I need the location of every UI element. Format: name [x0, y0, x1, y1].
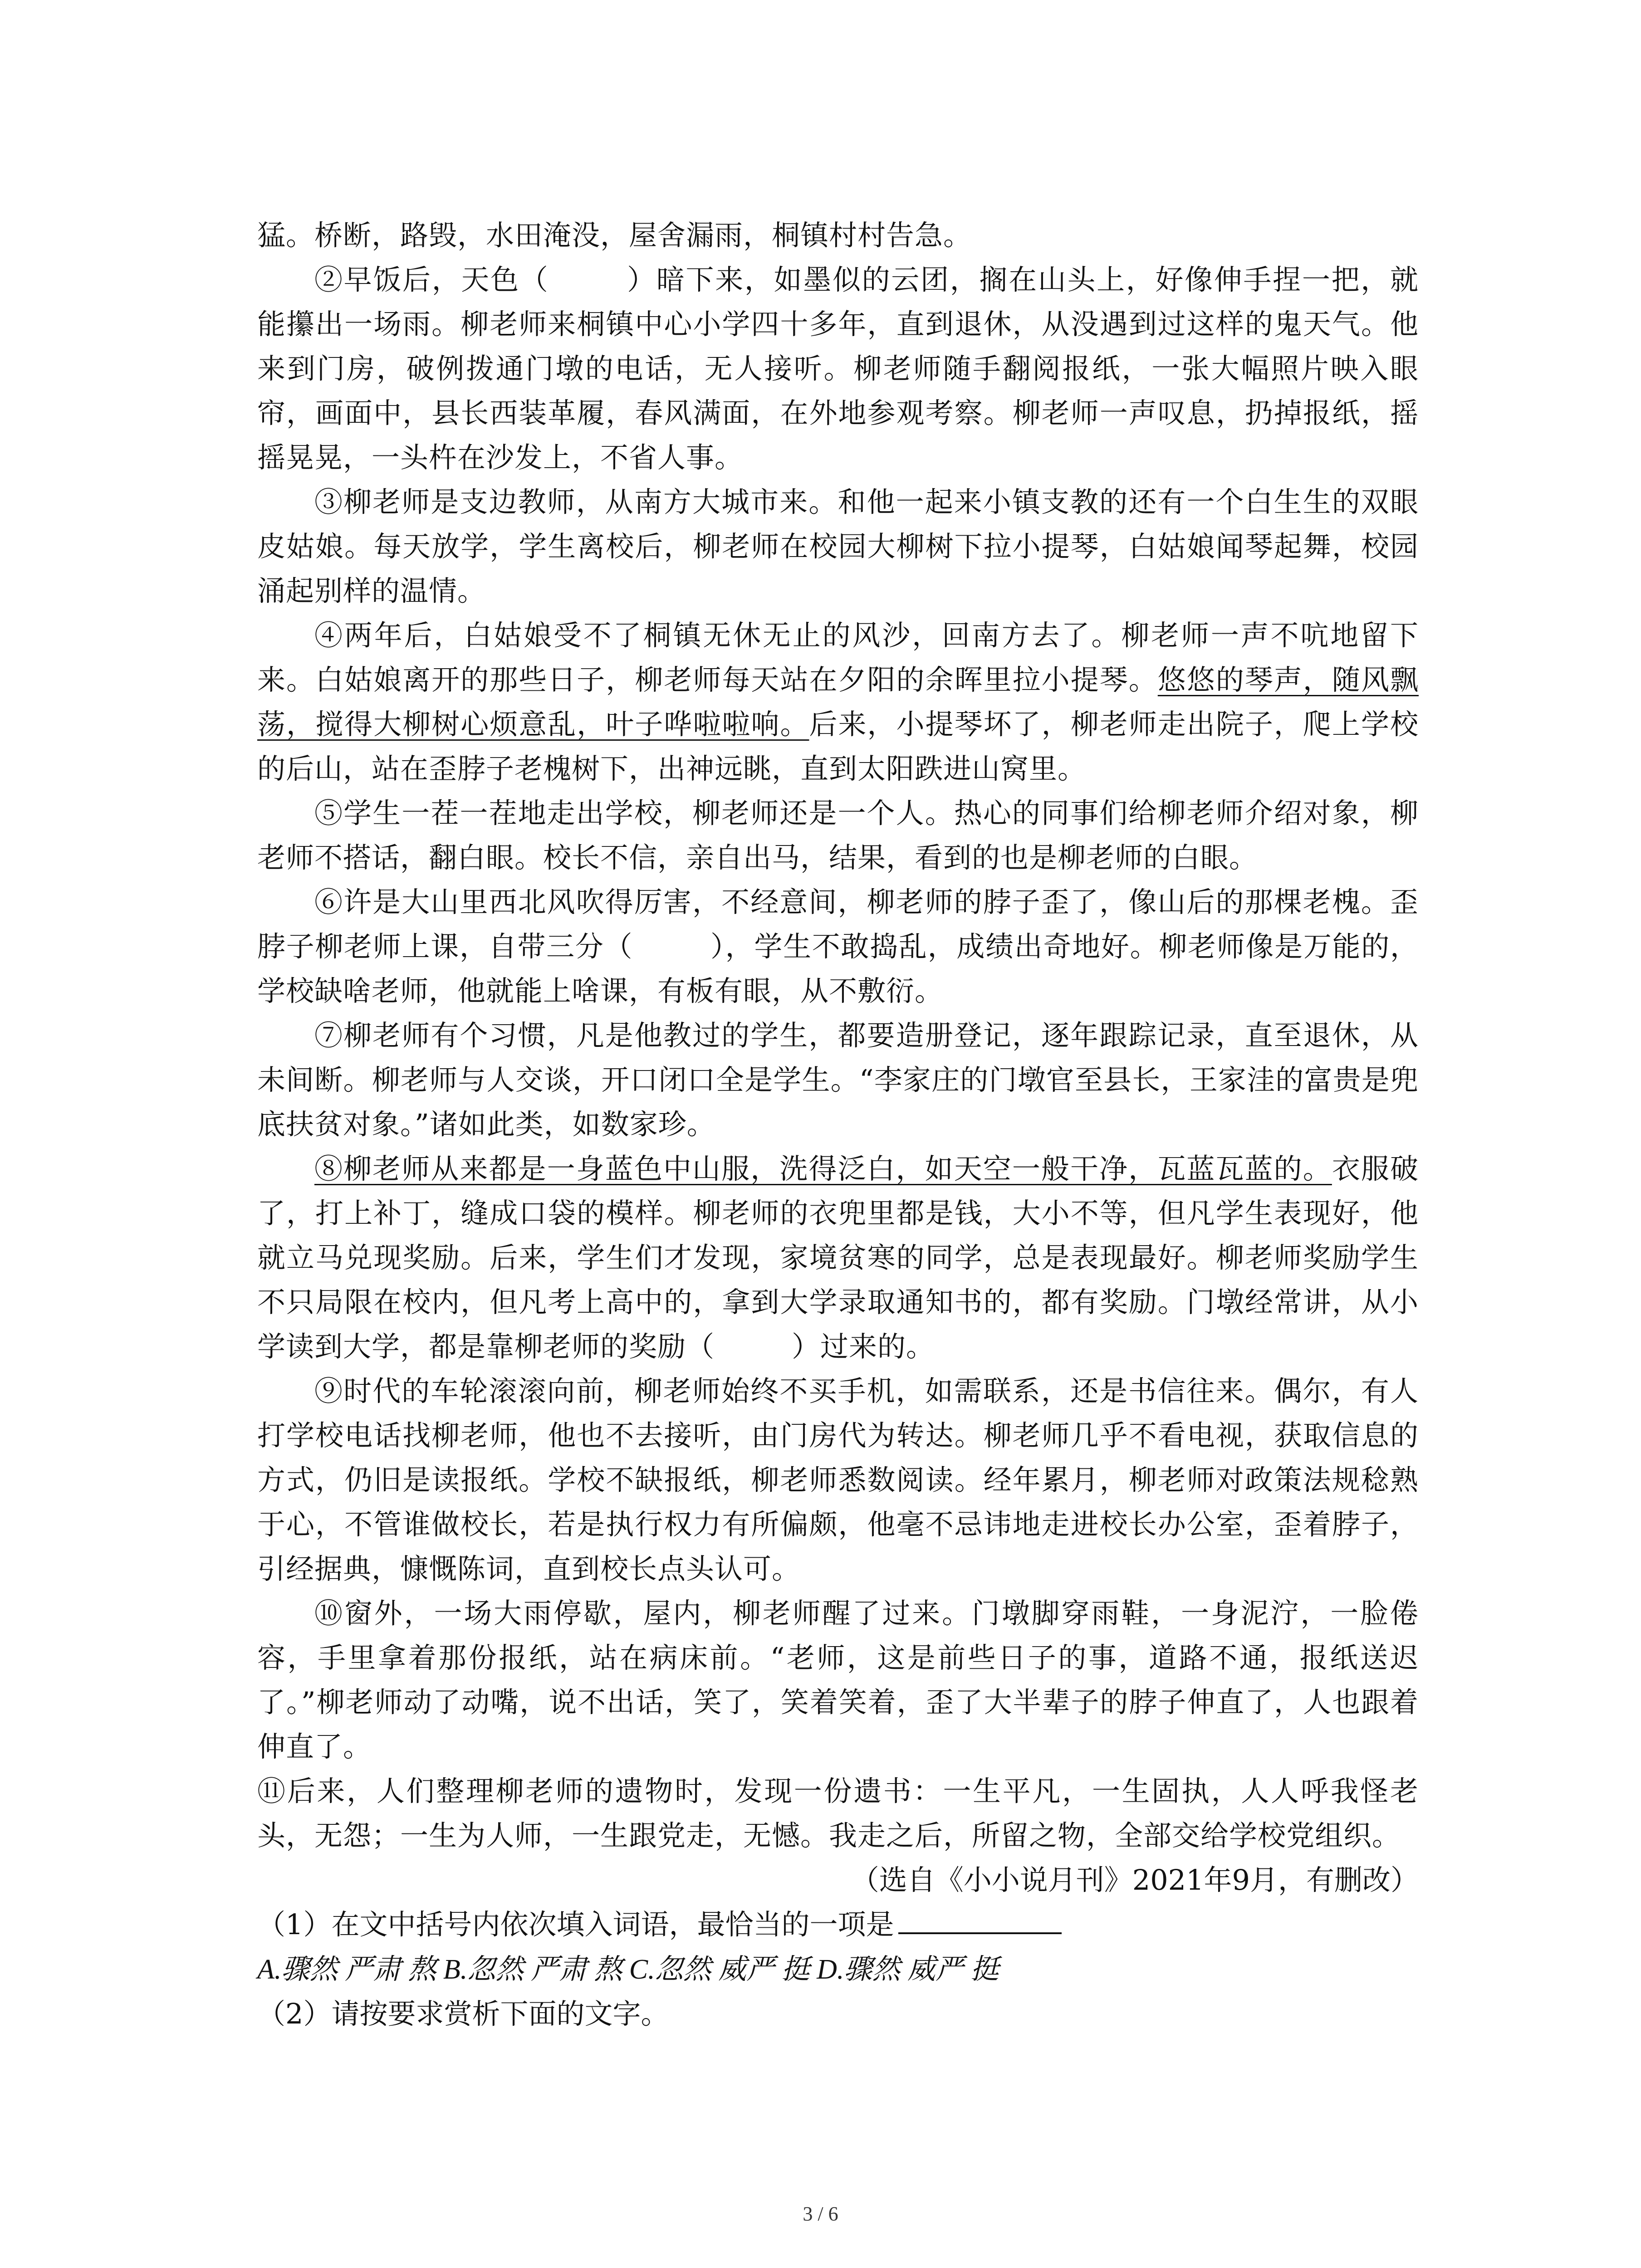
question-1 — [257, 1902, 1419, 1947]
paragraph-6-text-a: ⑥许是大山里西北风吹得厉害，不经意间，柳老师的脖子歪了，像山后的那棵老槐。歪脖子柳老师上课，自带三分（ — [257, 885, 1419, 963]
paragraph-4-text-a: ④两年后，白姑娘受不了桐镇无休无止的风沙，回南方去了。柳老师一声不吭地留下来。白姑娘离开的那些日子，柳老师每天站在夕阳的余晖里拉小提琴。 — [257, 619, 1419, 696]
underlined-sentence-2: ⑧柳老师从来都是一身蓝色中山服，洗得泛白，如天空一般干净，瓦蓝瓦蓝的。 — [314, 1152, 1332, 1185]
paragraph-8-text-a: 衣服破了，打上补丁，缝成口袋的模样。柳老师的衣兜里都是钱，大小不等，但凡学生表现好，他就立马兑现奖励。后来，学生们才发现，家境贫寒的同学，总是表现最好。柳老师奖励学生不只局限在校内，但凡考上高中的，拿到大学录取通知书的，都有奖励。门墩经常讲，从小学读到大学，都是靠柳老师的奖励（ — [257, 1152, 1419, 1363]
document-body — [257, 213, 1419, 2036]
paragraph-4 — [257, 613, 1419, 791]
paragraph-3: ③柳老师是支边教师，从南方大城市来。和他一起来小镇支教的还有一个白生生的双眼皮姑娘。每天放学，学生离校后，柳老师在校园大柳树下拉小提琴，白姑娘闻琴起舞，校园涌起别样的温情。 — [257, 485, 1419, 607]
paragraph-6 — [257, 880, 1419, 1013]
source-citation: （选自《小小说月刊》2021年9月，有删改） — [851, 1863, 1419, 1897]
paragraph-7: ⑦柳老师有个习惯，凡是他教过的学生，都要造册登记，逐年跟踪记录，直至退休，从未间断。柳老师与人交谈，开口闭口全是学生。“李家庄的门墩官至县长，王家洼的富贵是兜底扶贫对象。”诸如此类，如数家珍。 — [257, 1019, 1419, 1141]
answer-blank[interactable] — [898, 1905, 1062, 1934]
paragraph-5: ⑤学生一茬一茬地走出学校，柳老师还是一个人。热心的同事们给柳老师介绍对象，柳老师不搭话，翻白眼。校长不信，亲自出马，结果，看到的也是柳老师的白眼。 — [257, 797, 1419, 874]
page-number: 3 / 6 — [803, 2203, 838, 2225]
underlined-sentence-1: 悠悠的琴声，随风飘荡，搅得大柳树心烦意乱，叶子哗啦啦响。 — [257, 663, 1419, 741]
question-2: （2）请按要求赏析下面的文字。 — [257, 1997, 669, 2030]
paragraph-10: ⑩窗外，一场大雨停歇，屋内，柳老师醒了过来。门墩脚穿雨鞋，一身泥泞，一脸倦容，手里拿着那份报纸，站在病床前。“老师，这是前些日子的事，道路不通，报纸送迟了。”柳老师动了动嘴，说不出话，笑了，笑着笑着，歪了大半辈子的脖子伸直了，人也跟着伸直了。 — [257, 1597, 1419, 1763]
paragraph-8-text-b: ）过来的。 — [792, 1330, 935, 1363]
question-1-text: （1）在文中括号内依次填入词语，最恰当的一项是 — [257, 1908, 894, 1941]
paragraph-9: ⑨时代的车轮滚滚向前，柳老师始终不买手机，如需联系，还是书信往来。偶尔，有人打学校电话找柳老师，他也不去接听，由门房代为转达。柳老师几乎不看电视，获取信息的方式，仍旧是读报纸。学校不缺报纸，柳老师悉数阅读。经年累月，柳老师对政策法规稔熟于心，不管谁做校长，若是执行权力有所偏颇，他毫不忌讳地走进校长办公室，歪着脖子，引经据典，慷慨陈词，直到校长点头认可。 — [257, 1374, 1419, 1585]
paragraph-2-text-a: ②早饭后，天色（ — [314, 263, 549, 296]
paragraph-2-text-b: ）暗下来，如墨似的云团，搁在山头上，好像伸手捏一把，就能攥出一场雨。柳老师来桐镇中心小学四十多年，直到退休，从没遇到过这样的鬼天气。他来到门房，破例拨通门墩的电话，无人接听。柳老师随手翻阅报纸，一张大幅照片映入眼帘，画面中，县长西装革履，春风满面，在外地参观考察。柳老师一声叹息，扔掉报纸，摇摇晃晃，一头杵在沙发上，不省人事。 — [257, 263, 1419, 474]
paragraph-8 — [257, 1147, 1419, 1369]
options-text: A.骤然 严肃 熬 B.忽然 严肃 熬 C.忽然 威严 挺 D.骤然 威严 挺 — [257, 1954, 999, 1985]
paragraph-continuation: 猛。桥断，路毁，水田淹没，屋舍漏雨，桐镇村村告急。 — [257, 219, 972, 252]
paragraph-2 — [257, 258, 1419, 480]
paragraph-4-text-b: 后来，小提琴坏了，柳老师走出院子，爬上学校的后山，站在歪脖子老槐树下，出神远眺，直到太阳跌进山窝里。 — [257, 708, 1419, 785]
paragraph-11: ⑪后来，人们整理柳老师的遗物时，发现一份遗书：一生平凡，一生固执，人人呼我怪老头，无怨；一生为人师，一生跟党走，无憾。我走之后，所留之物，全部交给学校党组织。 — [257, 1774, 1419, 1852]
question-1-options — [257, 1947, 1419, 1992]
paragraph-6-text-b: ），学生不敢捣乱，成绩出奇地好。柳老师像是万能的，学校缺啥老师，他就能上啥课，有板有眼，从不敷衍。 — [257, 930, 1419, 1007]
